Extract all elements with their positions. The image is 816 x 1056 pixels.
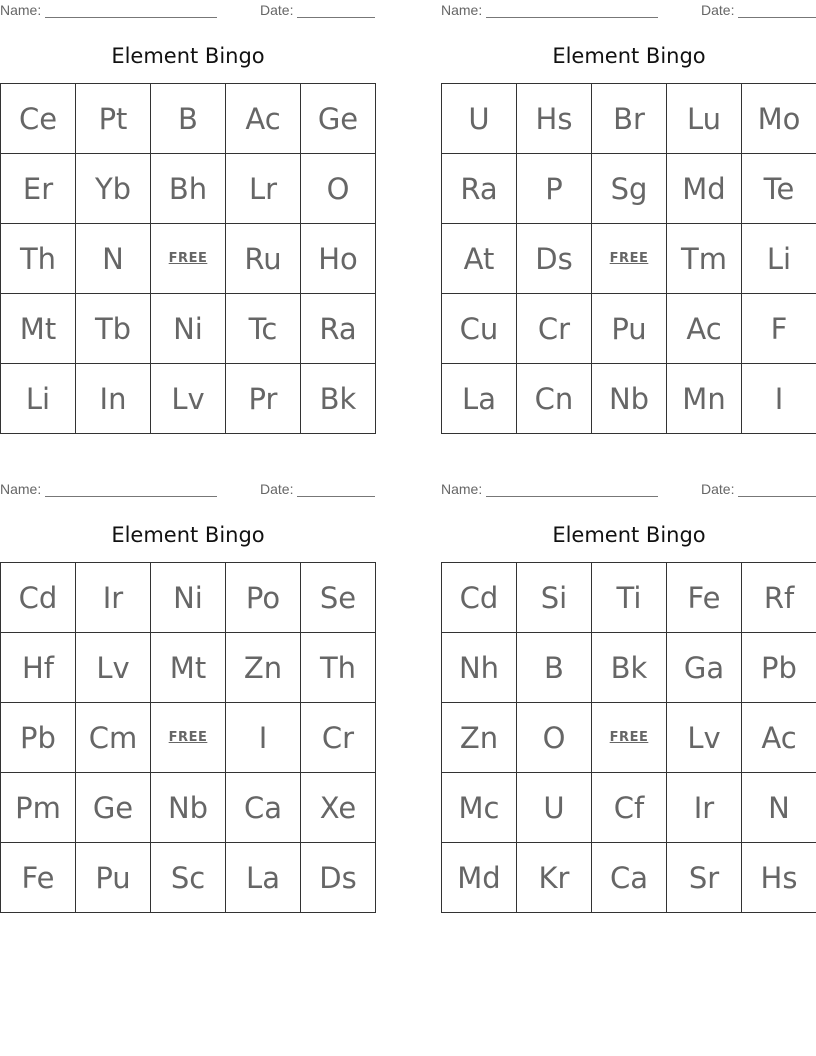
- bingo-card-1: [0, 0, 376, 440]
- grid-cell: Bk: [592, 633, 667, 703]
- grid-cell: Mt: [1, 294, 76, 364]
- bingo-grid: [0, 562, 376, 913]
- card-header: [0, 2, 376, 18]
- bingo-card-3: [0, 479, 376, 919]
- grid-cell: Yb: [76, 154, 151, 224]
- name-label: Name:: [441, 481, 483, 497]
- grid-cell: Lv: [151, 364, 226, 434]
- grid-cell: Ho: [301, 224, 376, 294]
- grid-cell: Ca: [592, 843, 667, 913]
- grid-cell: Pr: [226, 364, 301, 434]
- date-blank-line: [738, 17, 816, 18]
- grid-cell: B: [517, 633, 592, 703]
- grid-cell: Fe: [667, 563, 742, 633]
- grid-cell: F: [742, 294, 816, 364]
- grid-cell: Tc: [226, 294, 301, 364]
- grid-row: [442, 633, 816, 703]
- date-blank-line: [297, 496, 375, 497]
- grid-cell: Hs: [742, 843, 816, 913]
- grid-cell: Er: [1, 154, 76, 224]
- free-space-cell: FREE: [592, 224, 667, 294]
- grid-cell: Ra: [442, 154, 517, 224]
- bingo-card-4: [441, 479, 816, 919]
- bingo-grid: [0, 83, 376, 434]
- grid-row: [442, 843, 816, 913]
- grid-cell: Cu: [442, 294, 517, 364]
- grid-cell: Md: [667, 154, 742, 224]
- name-blank-line: [486, 17, 658, 18]
- grid-row: [1, 224, 376, 294]
- grid-cell: Ce: [1, 84, 76, 154]
- grid-cell: Ga: [667, 633, 742, 703]
- grid-row: [442, 154, 816, 224]
- name-label: Name:: [441, 2, 483, 18]
- grid-cell: Te: [742, 154, 816, 224]
- grid-cell: Rf: [742, 563, 816, 633]
- grid-cell: Lv: [667, 703, 742, 773]
- grid-row: [442, 703, 816, 773]
- grid-cell: Hs: [517, 84, 592, 154]
- grid-cell: Nh: [442, 633, 517, 703]
- grid-cell: Pt: [76, 84, 151, 154]
- card-title: Element Bingo: [552, 523, 706, 547]
- grid-cell: Cd: [1, 563, 76, 633]
- grid-cell: Ac: [667, 294, 742, 364]
- grid-cell: Cm: [76, 703, 151, 773]
- grid-cell: Ca: [226, 773, 301, 843]
- grid-cell: Lu: [667, 84, 742, 154]
- grid-cell: Ds: [517, 224, 592, 294]
- bingo-grid: [441, 562, 816, 913]
- grid-cell: N: [76, 224, 151, 294]
- name-blank-line: [45, 17, 217, 18]
- card-header: [0, 481, 376, 497]
- grid-cell: Ir: [667, 773, 742, 843]
- grid-row: [1, 294, 376, 364]
- name-blank-line: [45, 496, 217, 497]
- card-title: Element Bingo: [552, 44, 706, 68]
- grid-cell: At: [442, 224, 517, 294]
- date-label: Date:: [701, 481, 735, 497]
- grid-cell: Pu: [76, 843, 151, 913]
- grid-cell: Ge: [301, 84, 376, 154]
- bingo-grid: [441, 83, 816, 434]
- grid-row: [1, 154, 376, 224]
- grid-cell: Fe: [1, 843, 76, 913]
- grid-row: [1, 84, 376, 154]
- grid-row: [1, 563, 376, 633]
- grid-cell: Pb: [1, 703, 76, 773]
- grid-row: [442, 84, 816, 154]
- grid-cell: Sc: [151, 843, 226, 913]
- grid-cell: Sr: [667, 843, 742, 913]
- grid-cell: Mn: [667, 364, 742, 434]
- grid-row: [1, 364, 376, 434]
- free-space-cell: FREE: [592, 703, 667, 773]
- grid-cell: Mt: [151, 633, 226, 703]
- grid-cell: Ac: [742, 703, 816, 773]
- grid-cell: Nb: [592, 364, 667, 434]
- grid-cell: Cr: [517, 294, 592, 364]
- grid-cell: Ni: [151, 294, 226, 364]
- grid-cell: Ge: [76, 773, 151, 843]
- date-label: Date:: [260, 2, 294, 18]
- grid-cell: Kr: [517, 843, 592, 913]
- grid-cell: Ac: [226, 84, 301, 154]
- grid-cell: Si: [517, 563, 592, 633]
- grid-cell: Tm: [667, 224, 742, 294]
- grid-row: [1, 633, 376, 703]
- grid-cell: Mc: [442, 773, 517, 843]
- date-label: Date:: [701, 2, 735, 18]
- card-title: Element Bingo: [111, 523, 265, 547]
- free-space-cell: FREE: [151, 224, 226, 294]
- grid-cell: Ir: [76, 563, 151, 633]
- grid-cell: Th: [1, 224, 76, 294]
- card-title: Element Bingo: [111, 44, 265, 68]
- grid-cell: Cr: [301, 703, 376, 773]
- grid-cell: Pb: [742, 633, 816, 703]
- grid-cell: Li: [1, 364, 76, 434]
- grid-cell: Zn: [226, 633, 301, 703]
- grid-cell: Po: [226, 563, 301, 633]
- grid-row: [1, 843, 376, 913]
- date-label: Date:: [260, 481, 294, 497]
- grid-cell: Lr: [226, 154, 301, 224]
- grid-cell: Bh: [151, 154, 226, 224]
- grid-cell: La: [226, 843, 301, 913]
- grid-cell: P: [517, 154, 592, 224]
- grid-cell: U: [442, 84, 517, 154]
- grid-cell: Md: [442, 843, 517, 913]
- grid-cell: O: [301, 154, 376, 224]
- bingo-card-2: [441, 0, 816, 440]
- name-label: Name:: [0, 481, 42, 497]
- grid-row: [442, 563, 816, 633]
- grid-cell: Ru: [226, 224, 301, 294]
- grid-cell: Cd: [442, 563, 517, 633]
- grid-cell: Hf: [1, 633, 76, 703]
- grid-row: [442, 773, 816, 843]
- grid-cell: Th: [301, 633, 376, 703]
- grid-cell: Pu: [592, 294, 667, 364]
- grid-cell: Se: [301, 563, 376, 633]
- grid-cell: In: [76, 364, 151, 434]
- grid-cell: N: [742, 773, 816, 843]
- name-label: Name:: [0, 2, 42, 18]
- grid-row: [442, 294, 816, 364]
- grid-cell: Ra: [301, 294, 376, 364]
- grid-cell: O: [517, 703, 592, 773]
- card-header: [441, 481, 816, 497]
- date-blank-line: [738, 496, 816, 497]
- grid-cell: B: [151, 84, 226, 154]
- card-header: [441, 2, 816, 18]
- grid-cell: Pm: [1, 773, 76, 843]
- grid-cell: Sg: [592, 154, 667, 224]
- grid-cell: Cf: [592, 773, 667, 843]
- grid-cell: Ti: [592, 563, 667, 633]
- grid-row: [1, 703, 376, 773]
- grid-cell: Br: [592, 84, 667, 154]
- grid-cell: Mo: [742, 84, 816, 154]
- grid-cell: I: [742, 364, 816, 434]
- grid-cell: Lv: [76, 633, 151, 703]
- grid-row: [442, 364, 816, 434]
- grid-cell: Bk: [301, 364, 376, 434]
- grid-row: [442, 224, 816, 294]
- grid-cell: Ds: [301, 843, 376, 913]
- grid-cell: Ni: [151, 563, 226, 633]
- grid-row: [1, 773, 376, 843]
- grid-cell: Li: [742, 224, 816, 294]
- grid-cell: I: [226, 703, 301, 773]
- name-blank-line: [486, 496, 658, 497]
- free-space-cell: FREE: [151, 703, 226, 773]
- grid-cell: U: [517, 773, 592, 843]
- grid-cell: Nb: [151, 773, 226, 843]
- grid-cell: Tb: [76, 294, 151, 364]
- grid-cell: Zn: [442, 703, 517, 773]
- grid-cell: La: [442, 364, 517, 434]
- grid-cell: Cn: [517, 364, 592, 434]
- grid-cell: Xe: [301, 773, 376, 843]
- date-blank-line: [297, 17, 375, 18]
